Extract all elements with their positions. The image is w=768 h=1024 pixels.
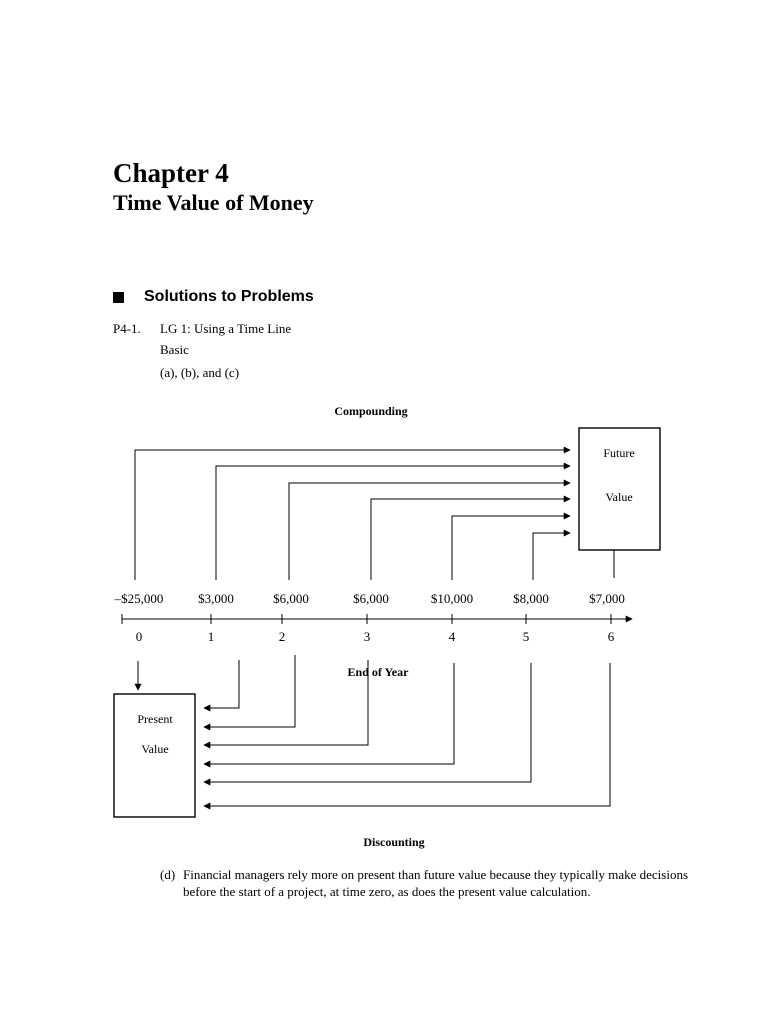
cash-flow-amount-year-0: –$25,000 <box>114 591 164 606</box>
part-d-text: Financial managers rely more on present than future value because they typically make decisions before the start of a project, at time zero, as does the present value calculation. <box>183 867 689 899</box>
problem-level: Basic <box>160 342 189 357</box>
compound-arrow-year-2 <box>289 483 570 580</box>
discount-arrow-year-3 <box>204 660 368 745</box>
part-d-label: (d) <box>160 867 176 882</box>
present-value-box <box>114 694 195 817</box>
discounting-label: Discounting <box>363 835 425 849</box>
present-value-box-line2: Value <box>141 742 169 756</box>
discount-arrow-year-6 <box>204 663 610 806</box>
problem-parts: (a), (b), and (c) <box>160 365 240 380</box>
cash-flow-amount-year-3: $6,000 <box>353 591 389 606</box>
section-heading: Solutions to Problems <box>144 288 314 305</box>
chapter-title: Time Value of Money <box>113 190 314 215</box>
year-label-0: 0 <box>135 629 143 644</box>
year-label-4: 4 <box>448 629 456 644</box>
cash-flow-amount-year-1: $3,000 <box>198 591 234 606</box>
compound-arrow-year-4 <box>452 516 570 580</box>
future-value-box <box>579 428 660 550</box>
year-label-6: 6 <box>607 629 615 644</box>
compound-arrow-year-3 <box>371 499 570 580</box>
cash-flow-amount-year-2: $6,000 <box>273 591 309 606</box>
cash-flow-amount-year-5: $8,000 <box>513 591 549 606</box>
compounding-label: Compounding <box>334 404 408 418</box>
discount-arrow-year-4 <box>204 663 454 764</box>
year-label-5: 5 <box>522 629 530 644</box>
axis-label-end-of-year: End of Year <box>347 665 409 679</box>
discount-arrow-year-2 <box>204 655 295 727</box>
cash-flow-amount-year-4: $10,000 <box>430 591 474 606</box>
compound-arrow-year-0 <box>135 450 570 580</box>
cash-flow-amount-year-6: $7,000 <box>589 591 625 606</box>
year-label-2: 2 <box>278 629 286 644</box>
future-value-box-line1: Future <box>603 446 635 460</box>
year-label-1: 1 <box>207 629 215 644</box>
chapter-heading: Chapter 4 <box>113 158 229 188</box>
problem-number: P4-1. <box>113 321 141 336</box>
compound-arrow-year-5 <box>533 533 570 580</box>
future-value-box-line2: Value <box>605 490 633 504</box>
problem-learning-goal: LG 1: Using a Time Line <box>160 321 292 336</box>
year-label-3: 3 <box>363 629 371 644</box>
present-value-box-line1: Present <box>137 712 173 726</box>
discount-arrow-year-1 <box>204 660 239 708</box>
